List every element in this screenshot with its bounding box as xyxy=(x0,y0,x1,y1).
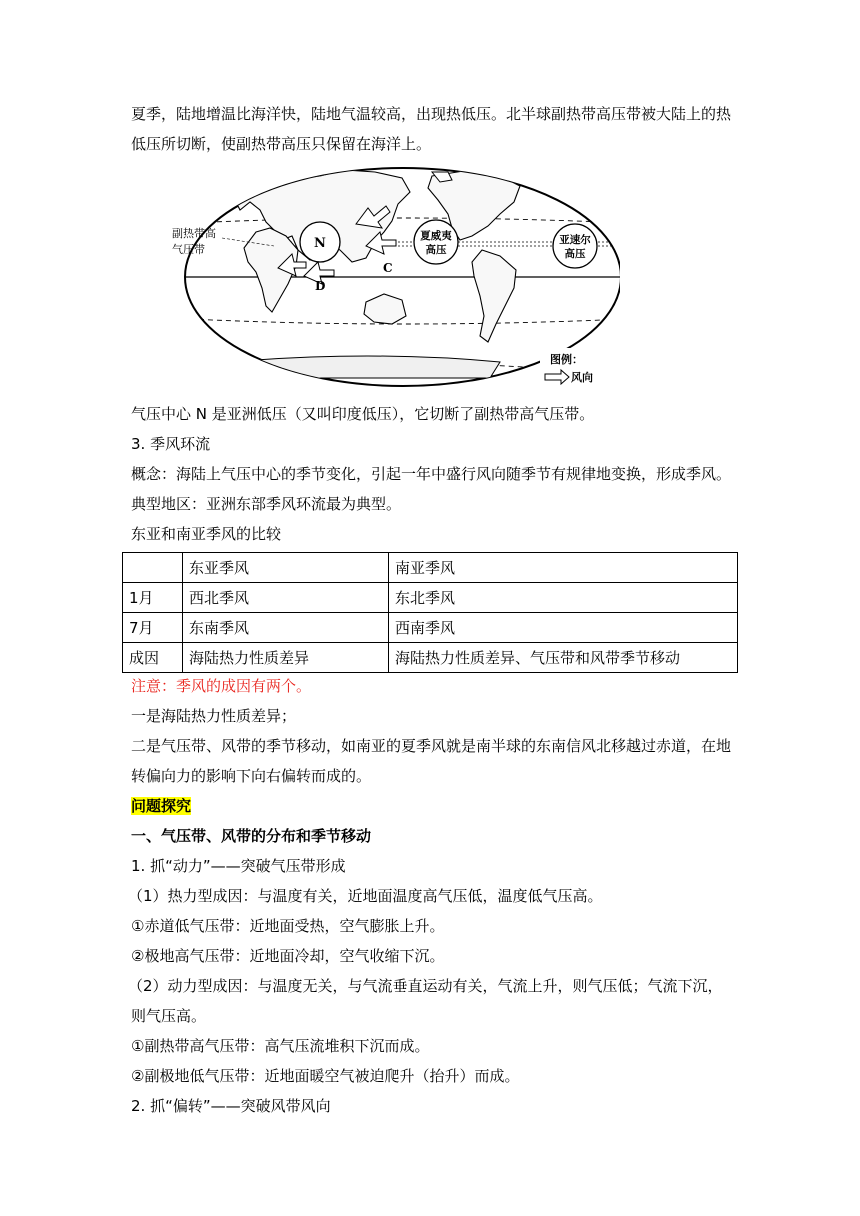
table-caption: 东亚和南亚季风的比较 xyxy=(131,525,282,543)
azores-high-label: 亚速尔 xyxy=(559,234,591,246)
note-text: 注意：季风的成因有两个。 xyxy=(131,677,312,695)
point-label-d: D xyxy=(315,279,326,293)
belt-label: 副热带高 xyxy=(172,227,216,240)
list-item: （1）热力型成因：与温度有关，近地面温度高气压低，温度低气压高。 xyxy=(128,887,603,905)
table-header-cell: 南亚季风 xyxy=(389,553,738,583)
point-label-c: C xyxy=(383,261,393,275)
table-cell: 西南季风 xyxy=(389,613,738,643)
section-label-highlight: 问题探究 xyxy=(131,797,192,815)
section-heading: 3. 季风环流 xyxy=(131,435,211,453)
monsoon-comparison-table xyxy=(122,552,738,673)
list-item: 1. 抓“动力”——突破气压带形成 xyxy=(131,857,346,875)
legend-title: 图例： xyxy=(550,353,583,366)
azores-high-center xyxy=(553,224,597,268)
table-cell: 西北季风 xyxy=(183,583,389,613)
table-cell: 东北季风 xyxy=(389,583,738,613)
table-header-row xyxy=(123,553,738,583)
list-item: （2）动力型成因：与温度无关，与气流垂直运动有关，气流上升，则气压低；气流下沉， xyxy=(128,977,723,995)
table-cell: 海陆热力性质差异、气压带和风带季节移动 xyxy=(389,643,738,673)
table-row xyxy=(123,643,738,673)
hawaii-high-center xyxy=(414,220,458,264)
paragraph-line: 二是气压带、风带的季节移动，如南亚的夏季风就是南半球的东南信风北移越过赤道，在地 xyxy=(131,737,732,755)
list-item: ②极地高气压带：近地面冷却，空气收缩下沉。 xyxy=(131,947,445,965)
list-item: 则气压高。 xyxy=(131,1007,207,1025)
list-item: 2. 抓“偏转”——突破风带风向 xyxy=(131,1097,331,1115)
pressure-center-label: N xyxy=(314,236,326,251)
paragraph-line: 一是海陆热力性质差异； xyxy=(131,707,297,725)
table-cell: 海陆热力性质差异 xyxy=(183,643,389,673)
table-header-cell: 东亚季风 xyxy=(183,553,389,583)
table-row xyxy=(123,613,738,643)
paragraph-line: 气压中心 N 是亚洲低压（又叫印度低压），它切断了副热带高气压带。 xyxy=(131,405,595,423)
azores-high-label: 高压 xyxy=(564,248,586,260)
paragraph-line: 低压所切断，使副热带高压只保留在海洋上。 xyxy=(131,135,432,153)
list-item: ①副热带高气压带：高气压流堆积下沉而成。 xyxy=(131,1037,430,1055)
paragraph-line: 典型地区：亚洲东部季风环流最为典型。 xyxy=(131,495,402,513)
paragraph-line: 概念：海陆上气压中心的季节变化，引起一年中盛行风向随季节有规律地变换，形成季风。 xyxy=(131,465,732,483)
legend-wind-label: 风向 xyxy=(571,371,593,384)
hawaii-high-label: 夏威夷 xyxy=(420,230,452,242)
world-pressure-map xyxy=(170,166,620,388)
table-cell: 成因 xyxy=(123,643,183,673)
antarctica-outline xyxy=(230,356,500,378)
paragraph-line: 夏季，陆地增温比海洋快，陆地气温较高，出现热低压。北半球副热带高压带被大陆上的热 xyxy=(131,105,732,123)
table-cell: 东南季风 xyxy=(183,613,389,643)
list-item: ①赤道低气压带：近地面受热，空气膨胀上升。 xyxy=(131,917,445,935)
table-row xyxy=(123,583,738,613)
belt-label: 气压带 xyxy=(172,243,205,256)
hawaii-high-label: 高压 xyxy=(425,244,447,256)
table-cell: 1月 xyxy=(123,583,183,613)
table-header-cell xyxy=(123,553,183,583)
list-item: ②副极地低气压带：近地面暖空气被迫爬升（抬升）而成。 xyxy=(131,1067,520,1085)
section-title: 一、气压带、风带的分布和季节移动 xyxy=(131,827,372,845)
table-cell: 7月 xyxy=(123,613,183,643)
paragraph-line: 转偏向力的影响下向右偏转而成的。 xyxy=(131,767,372,785)
